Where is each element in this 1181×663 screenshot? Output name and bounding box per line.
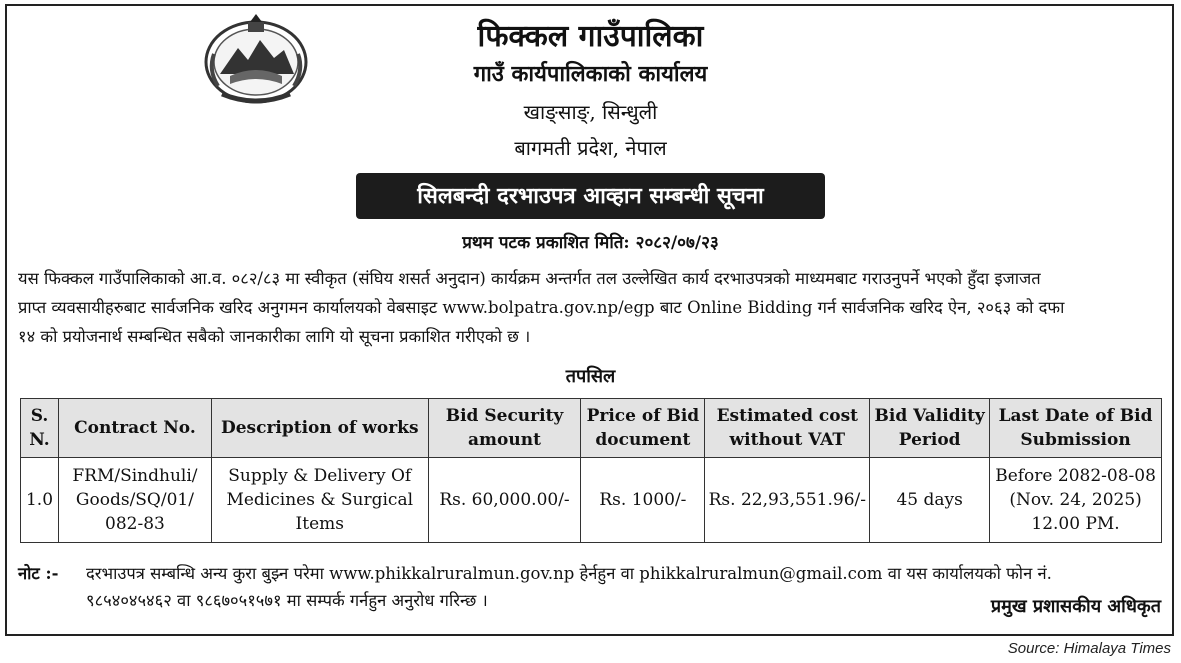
office-province: बागमती प्रदेश, नेपाल: [514, 136, 667, 160]
section-title: तपसिल: [565, 366, 616, 387]
table-row: [21, 458, 1162, 543]
header-price-of-bid: Price of Bid document: [581, 399, 705, 458]
header-bid-validity: Bid Validity Period: [870, 399, 990, 458]
note-label: नोट :-: [18, 564, 59, 583]
notice-body: [18, 264, 1168, 351]
header-last-date: Last Date of Bid Submission: [990, 399, 1162, 458]
source-credit: Source: Himalaya Times: [1007, 640, 1171, 657]
signatory-title: प्रमुख प्रशासकीय अधिकृत: [990, 596, 1161, 617]
cell-description: Supply & Delivery Of Medicines & Surgical Items: [211, 458, 428, 543]
cell-bid-security: Rs. 60,000.00/-: [428, 458, 581, 543]
header-bid-security: Bid Security amount: [428, 399, 581, 458]
header-description: Description of works: [211, 399, 428, 458]
notice-title-banner: सिलबन्दी दरभाउपत्र आव्हान सम्बन्धी सूचना: [356, 173, 825, 219]
header-sn: S. N.: [21, 399, 59, 458]
notice-body-line: १४ को प्रयोजनार्थ सम्बन्धित सबैको जानकारीका लागि यो सूचना प्रकाशित गरीएको छ ।: [18, 327, 531, 346]
notice-body-line: यस फिक्कल गाउँपालिकाको आ.व. ०८२/८३ मा स्वीकृत (संघिय शसर्त अनुदान) कार्यक्रम अन्तर्गत तल उल्लेखित कार्य दरभाउपत्रको माध्यमबाट गराउनुपर्ने भएको हुँदा इजाजत: [18, 269, 1041, 288]
header-estimated-cost: Estimated cost without VAT: [705, 399, 870, 458]
cell-last-date: Before 2082-08-08 (Nov. 24, 2025) 12.00 PM.: [990, 458, 1162, 543]
cell-contract-no: FRM/Sindhuli/ Goods/SQ/01/ 082-83: [58, 458, 211, 543]
bid-details-table: [20, 398, 1162, 543]
cell-price-of-bid: Rs. 1000/-: [581, 458, 705, 543]
note-line: दरभाउपत्र सम्बन्धि अन्य कुरा बुझ्न परेमा www.phikkalruralmun.gov.np हेर्नहुन वा phikkalruralmun@gmail.com वा यस कार्यालयको फोन नं.: [86, 564, 1052, 583]
note-line: ९८५४०४५४६२ वा ९८६७०५१५७१ मा सम्पर्क गर्नहुन अनुरोध गरिन्छ ।: [86, 591, 488, 610]
table-header-row: [21, 399, 1162, 458]
office-name: गाउँ कार्यपालिकाको कार्यालय: [473, 61, 708, 87]
cell-estimated-cost: Rs. 22,93,551.96/-: [705, 458, 870, 543]
cell-bid-validity: 45 days: [870, 458, 990, 543]
notice-body-line: प्राप्त व्यवसायीहरुबाट सार्वजनिक खरिद अनुगमन कार्यालयको वेबसाइट www.bolpatra.gov.np/egp बाट Online Bidding गर्न सार्वजनिक खरिद ऐन, २०६३ को दफा: [18, 298, 1065, 317]
cell-sn: 1.0: [21, 458, 59, 543]
publication-date: प्रथम पटक प्रकाशित मिति: २०८२/०७/२३: [462, 233, 719, 253]
header-contract-no: Contract No.: [58, 399, 211, 458]
municipality-name: फिक्कल गाउँपालिका: [477, 19, 704, 54]
office-location: खाङ्साङ्, सिन्धुली: [523, 100, 658, 124]
